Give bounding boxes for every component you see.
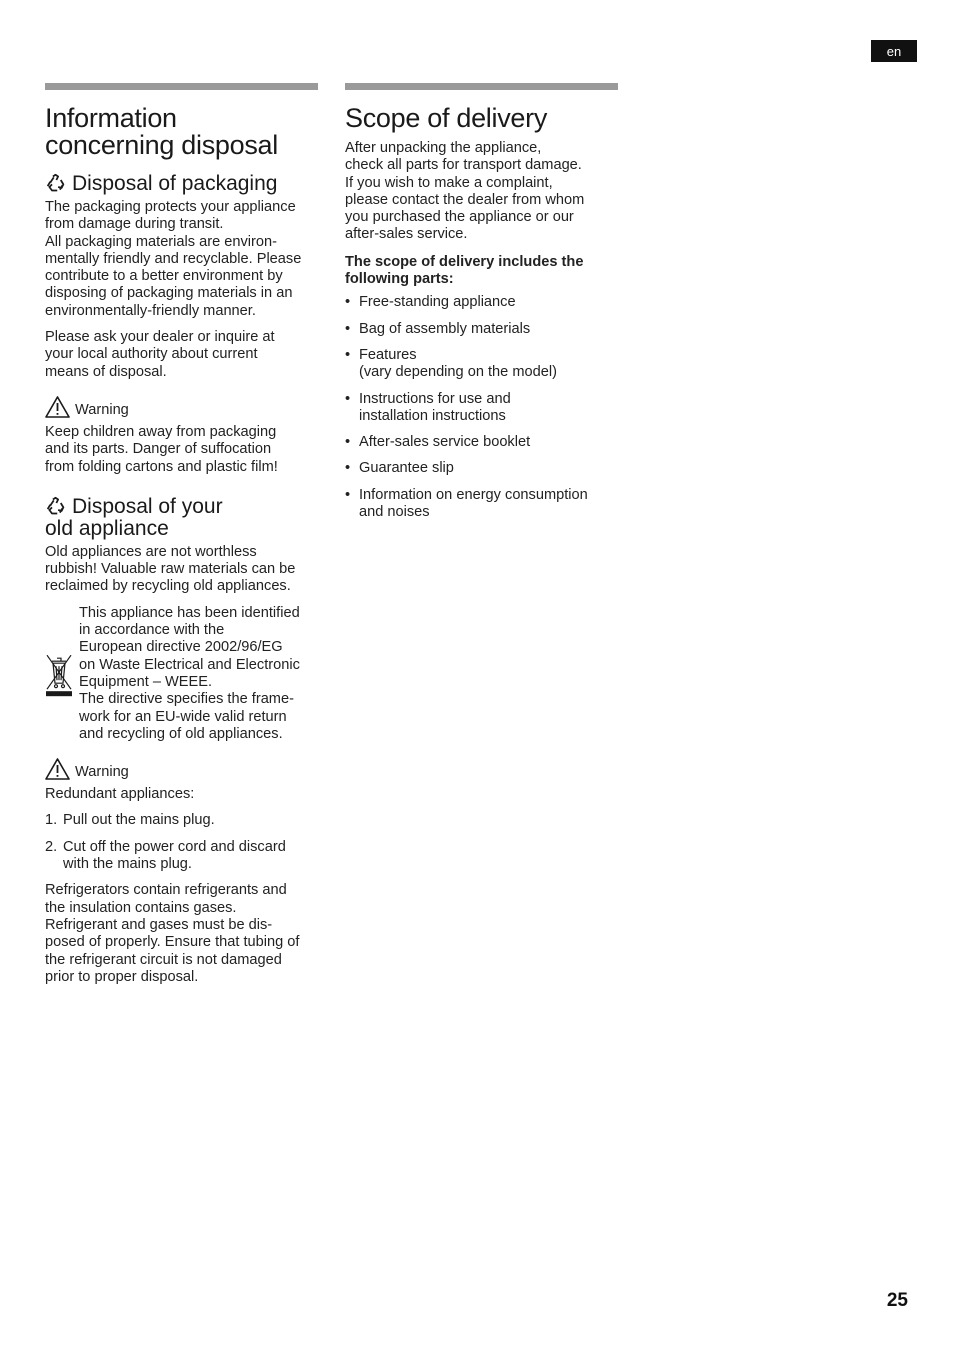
text-line: with the mains plug.: [63, 856, 192, 873]
appliance-paragraph-1: [45, 544, 318, 596]
text-line: the refrigerant circuit is not damaged: [45, 951, 282, 968]
packaging-paragraph-1: [45, 199, 318, 320]
text-line: please contact the dealer from whom: [345, 191, 585, 208]
text-line: The scope of delivery includes the: [345, 253, 584, 270]
section-rule: [45, 83, 318, 90]
packaging-heading: [45, 173, 318, 195]
text-line: If you wish to make a complaint,: [345, 174, 553, 191]
text-line: Cut off the power cord and discard: [63, 838, 286, 855]
warning-icon: [45, 758, 70, 780]
text-line: environmentally-friendly manner.: [45, 302, 256, 319]
text-line: in accordance with the: [79, 622, 225, 639]
list-item: [345, 434, 618, 451]
step-number: 1.: [45, 812, 58, 829]
part-text: After-sales service booklet: [359, 434, 531, 451]
text-line: disposing of packaging materials in an: [45, 285, 293, 302]
packaging-paragraph-2: [45, 329, 318, 381]
text-line: The directive specifies the frame-: [79, 691, 294, 708]
text-line: Equipment – WEEE.: [79, 673, 213, 690]
text-line: This appliance has been identified: [79, 604, 300, 621]
text-line: and recycling of old appliances.: [79, 725, 283, 742]
crossed-out-bin-icon: [45, 607, 73, 743]
text-line: Refrigerators contain refrigerants and: [45, 882, 287, 899]
text-line: Please ask your dealer or inquire at: [45, 329, 275, 346]
bullet: •: [345, 294, 351, 311]
packaging-warning-label: [45, 396, 318, 418]
text-line: you purchased the appliance or our: [345, 209, 574, 226]
text-line: Instructions for use and: [359, 390, 511, 407]
step-number: 2.: [45, 838, 58, 855]
list-item: [345, 460, 618, 477]
list-item: [45, 839, 318, 874]
warning-text-label: Warning: [75, 401, 129, 418]
appliance-warning-label: [45, 758, 318, 780]
text-line: work for an EU-wide valid return: [79, 708, 287, 725]
text-line: Old appliances are not worthless: [45, 543, 257, 560]
text-line: posed of properly. Ensure that tubing of: [45, 934, 300, 951]
language-badge: [871, 40, 917, 62]
delivery-column: [345, 83, 618, 521]
text-line: on Waste Electrical and Electronic: [79, 656, 300, 673]
section-rule: [345, 83, 618, 90]
part-text: Bag of assembly materials: [359, 320, 531, 337]
list-item: [345, 321, 618, 338]
packaging-heading-text: Disposal of packaging: [72, 172, 278, 195]
text-line: and noises: [359, 504, 430, 521]
text-line: European directive 2002/96/EG: [79, 639, 283, 656]
bullet: •: [345, 434, 351, 451]
list-item: [345, 391, 618, 426]
delivery-title: Scope of delivery: [345, 103, 548, 133]
warning-icon: [45, 396, 70, 418]
text-line: your local authority about current: [45, 346, 258, 363]
text-line: following parts:: [345, 271, 454, 288]
text-line: mentally friendly and recyclable. Please: [45, 250, 302, 267]
disposal-steps-list: [45, 812, 318, 873]
list-item: [345, 347, 618, 382]
text-line: and its parts. Danger of suffocation: [45, 441, 272, 458]
text-line: Refrigerant and gases must be dis-: [45, 916, 273, 933]
text-line: after-sales service.: [345, 226, 468, 243]
text-line: prior to proper disposal.: [45, 968, 199, 985]
text-line: Features: [359, 346, 417, 363]
list-item: [45, 812, 318, 829]
disposal-column: [45, 83, 318, 986]
page-number: 25: [886, 1290, 908, 1311]
step-text: [63, 839, 286, 874]
bullet: •: [345, 320, 351, 337]
bullet: •: [345, 390, 351, 407]
warning-text-label: Warning: [75, 764, 129, 781]
part-text: Guarantee slip: [359, 460, 454, 477]
packaging-warning-text: [45, 424, 318, 476]
list-item: [345, 294, 618, 311]
appliance-heading-line1: Disposal of your: [72, 494, 223, 518]
text-line: rubbish! Valuable raw materials can be: [45, 561, 296, 578]
text-line: means of disposal.: [45, 363, 167, 380]
text-line: After unpacking the appliance,: [345, 140, 542, 156]
text-line: contribute to a better environment by: [45, 268, 283, 285]
text-line: installation instructions: [359, 407, 506, 424]
text-line: from damage during transit.: [45, 216, 224, 233]
bullet: •: [345, 346, 351, 363]
step-text: Pull out the mains plug.: [63, 812, 215, 829]
appliance-heading-line2: old appliance: [45, 516, 169, 540]
weee-text: [79, 605, 318, 743]
weee-block: [45, 605, 318, 743]
redundant-appliances-text: Redundant appliances:: [45, 786, 195, 803]
part-text: Free-standing appliance: [359, 294, 516, 311]
disposal-title-line2: concerning disposal: [45, 130, 278, 160]
text-line: Keep children away from packaging: [45, 423, 277, 440]
disposal-title-line1: Information: [45, 103, 177, 133]
text-line: check all parts for transport damage.: [345, 157, 582, 174]
language-code: en: [886, 43, 902, 59]
refrigerant-paragraph: [45, 882, 318, 986]
scope-intro: [345, 254, 618, 289]
part-text: [359, 347, 557, 382]
part-text: [359, 391, 511, 426]
bullet: •: [345, 486, 351, 503]
part-text: [359, 487, 588, 522]
delivery-intro: [345, 140, 618, 244]
recycle-icon: [45, 173, 66, 194]
text-line: reclaimed by recycling old appliances.: [45, 578, 291, 595]
text-line: from folding cartons and plastic film!: [45, 458, 278, 475]
delivery-parts-list: [345, 294, 618, 521]
list-item: [345, 487, 618, 522]
bullet: •: [345, 460, 351, 477]
disposal-title: [45, 105, 318, 159]
appliance-heading: [45, 496, 318, 540]
text-line: All packaging materials are environ-: [45, 233, 277, 250]
text-line: (vary depending on the model): [359, 364, 557, 381]
text-line: the insulation contains gases.: [45, 899, 237, 916]
text-line: Information on energy consumption: [359, 486, 588, 503]
text-line: The packaging protects your appliance: [45, 199, 296, 215]
recycle-icon: [45, 496, 66, 517]
